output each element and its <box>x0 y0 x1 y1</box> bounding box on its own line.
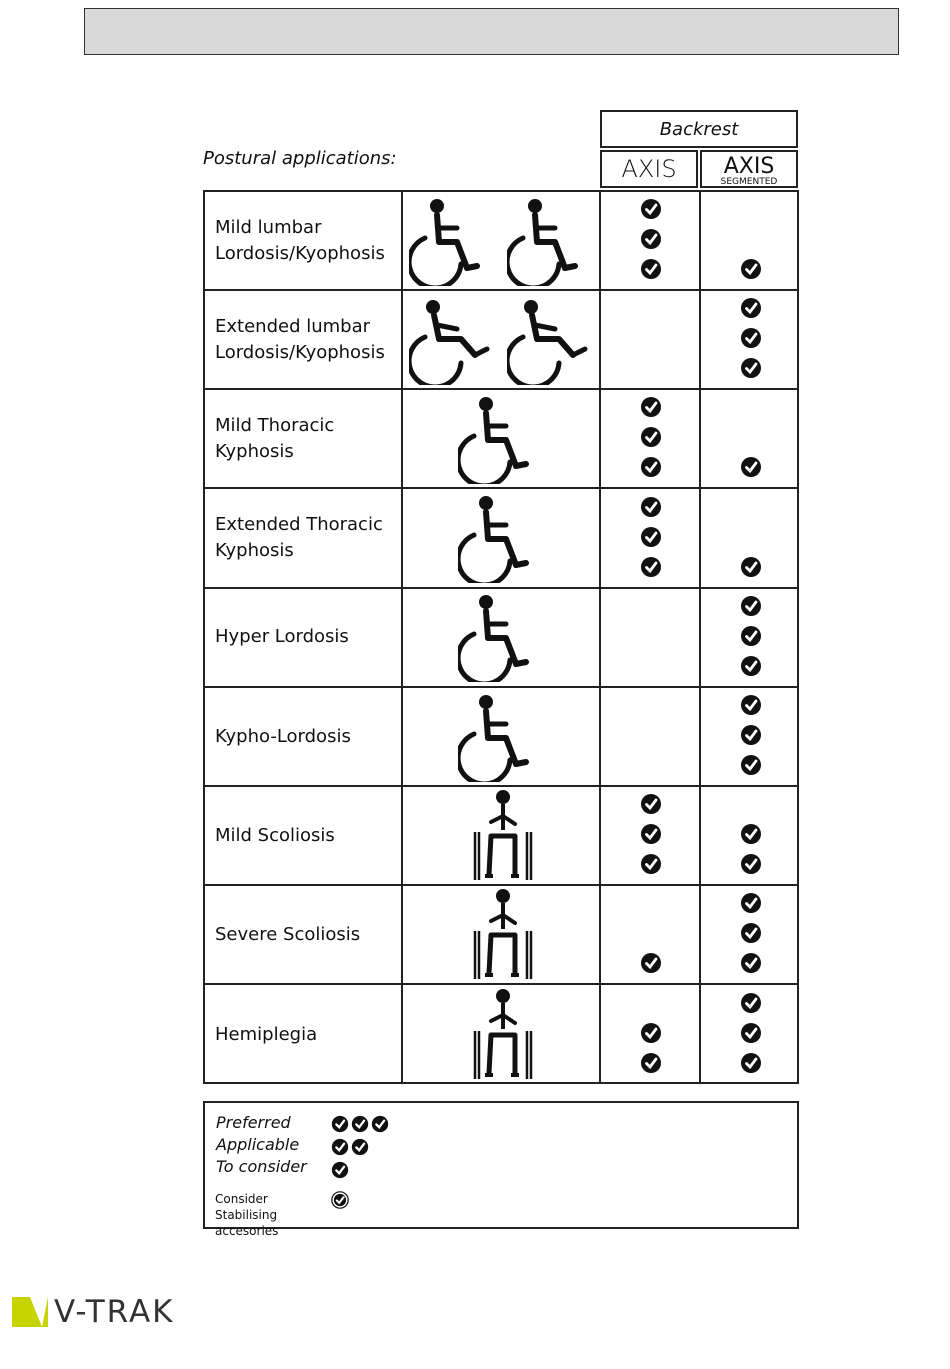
check-icon <box>351 1138 369 1156</box>
segmented-rating <box>703 986 799 1085</box>
posture-figure <box>405 490 601 587</box>
check-icon <box>351 1115 369 1133</box>
v-trak-logo <box>12 1294 175 1330</box>
check-icon <box>640 456 662 478</box>
segmented-label: SEGMENTED <box>720 177 778 186</box>
check-icon <box>640 258 662 280</box>
table-row <box>205 390 797 489</box>
header-bar <box>84 8 899 55</box>
check-icon <box>640 1022 662 1044</box>
check-icon <box>740 754 762 776</box>
table-row <box>205 291 797 390</box>
axis-segmented-logo <box>702 152 796 186</box>
axis-rating <box>603 589 699 686</box>
table-row <box>205 986 797 1085</box>
table-row <box>205 192 797 291</box>
table-row <box>205 589 797 688</box>
segmented-rating <box>703 490 799 587</box>
check-icon <box>640 853 662 875</box>
check-icon <box>740 952 762 974</box>
axis-logo-text: AXIS <box>621 155 677 183</box>
backrest-header <box>600 110 798 148</box>
axis-rating <box>603 490 699 587</box>
section-title: Postural applications: <box>203 148 397 169</box>
check-icon <box>331 1115 349 1133</box>
table-row <box>205 787 797 886</box>
posture-figure <box>405 589 601 686</box>
axis-segmented-logo-text: AXIS <box>723 154 775 179</box>
posture-figure <box>405 291 601 388</box>
table-row <box>205 886 797 985</box>
check-icon <box>640 823 662 845</box>
check-icon <box>740 1052 762 1074</box>
check-icon <box>640 526 662 548</box>
posture-figure <box>405 192 601 289</box>
wheelchair-user-icon <box>458 493 548 583</box>
brand-name: V-TRAK <box>54 1294 175 1330</box>
axis-column-header <box>600 150 698 188</box>
check-icon <box>331 1191 349 1209</box>
check-icon <box>740 297 762 319</box>
condition-label: Mild Thoracic Kyphosis <box>215 414 335 462</box>
check-icon <box>640 496 662 518</box>
check-icon <box>640 198 662 220</box>
check-icon <box>740 1022 762 1044</box>
posture-figure <box>405 390 601 487</box>
wheelchair-user-icon <box>458 592 548 682</box>
table-row <box>205 688 797 787</box>
axis-rating <box>603 688 699 785</box>
axis-rating <box>603 986 699 1085</box>
check-icon <box>740 694 762 716</box>
wheelchair-user-icon <box>507 295 597 385</box>
condition-label: Hyper Lordosis <box>215 626 349 648</box>
posture-figure <box>405 688 601 785</box>
wheelchair-user-icon <box>507 196 597 286</box>
check-icon <box>331 1161 349 1179</box>
axis-rating <box>603 291 699 388</box>
postural-table <box>203 190 799 1084</box>
segmented-rating <box>703 688 799 785</box>
legend-box <box>203 1101 799 1238</box>
axis-segmented-column-header <box>700 150 798 188</box>
segmented-rating <box>703 390 799 487</box>
check-icon <box>740 823 762 845</box>
check-icon <box>740 625 762 647</box>
segmented-rating <box>703 787 799 884</box>
condition-label: Kypho-Lordosis <box>215 725 351 747</box>
wheelchair-user-icon <box>409 196 499 286</box>
check-icon <box>740 357 762 379</box>
legend-applicable-icons <box>331 1138 369 1156</box>
condition-label: Mild Scoliosis <box>215 824 335 846</box>
condition-label: Severe Scoliosis <box>215 923 361 945</box>
axis-rating <box>603 192 699 289</box>
segmented-rating <box>703 192 799 289</box>
check-icon <box>740 922 762 944</box>
front-seated-user-icon <box>471 887 535 983</box>
axis-logo <box>602 152 696 186</box>
legend-stabilising-label: Consider Stabilising accesories <box>215 1192 279 1238</box>
segmented-rating <box>703 291 799 388</box>
table-row <box>205 490 797 589</box>
legend-stabilising-icons <box>331 1191 349 1209</box>
check-icon <box>740 556 762 578</box>
check-icon <box>740 456 762 478</box>
legend-consider-icons <box>331 1161 349 1179</box>
check-icon <box>640 556 662 578</box>
axis-rating <box>603 787 699 884</box>
posture-figure <box>405 886 601 983</box>
check-icon <box>640 228 662 250</box>
check-icon <box>331 1138 349 1156</box>
wheelchair-user-icon <box>458 394 548 484</box>
legend-applicable-label: Applicable <box>216 1135 300 1154</box>
posture-figure <box>405 787 601 884</box>
check-icon <box>640 426 662 448</box>
check-icon <box>740 724 762 746</box>
check-icon <box>371 1115 389 1133</box>
check-icon <box>740 892 762 914</box>
check-icon <box>640 952 662 974</box>
posture-figure <box>405 986 601 1085</box>
check-icon <box>740 258 762 280</box>
condition-label: Mild lumbar Lordosis/Kyophosis <box>215 216 385 264</box>
check-icon <box>640 396 662 418</box>
check-icon <box>740 992 762 1014</box>
wheelchair-user-icon <box>458 692 548 782</box>
condition-label: Extended Thoracic Kyphosis <box>215 514 383 562</box>
segmented-rating <box>703 886 799 983</box>
check-icon <box>740 595 762 617</box>
axis-rating <box>603 390 699 487</box>
condition-label: Extended lumbar Lordosis/Kyophosis <box>215 315 385 363</box>
backrest-label: Backrest <box>659 118 739 140</box>
front-seated-user-icon <box>471 987 535 1083</box>
legend-preferred-label: Preferred <box>216 1113 291 1132</box>
check-icon <box>740 655 762 677</box>
check-icon <box>640 1052 662 1074</box>
check-icon <box>740 327 762 349</box>
front-seated-user-icon <box>471 788 535 884</box>
axis-rating <box>603 886 699 983</box>
check-icon <box>740 853 762 875</box>
legend-preferred-icons <box>331 1115 389 1133</box>
brand-mark-icon <box>12 1297 48 1327</box>
check-icon <box>640 793 662 815</box>
wheelchair-user-icon <box>409 295 499 385</box>
condition-label: Hemiplegia <box>215 1024 318 1046</box>
legend-consider-label: To consider <box>216 1157 307 1176</box>
segmented-rating <box>703 589 799 686</box>
